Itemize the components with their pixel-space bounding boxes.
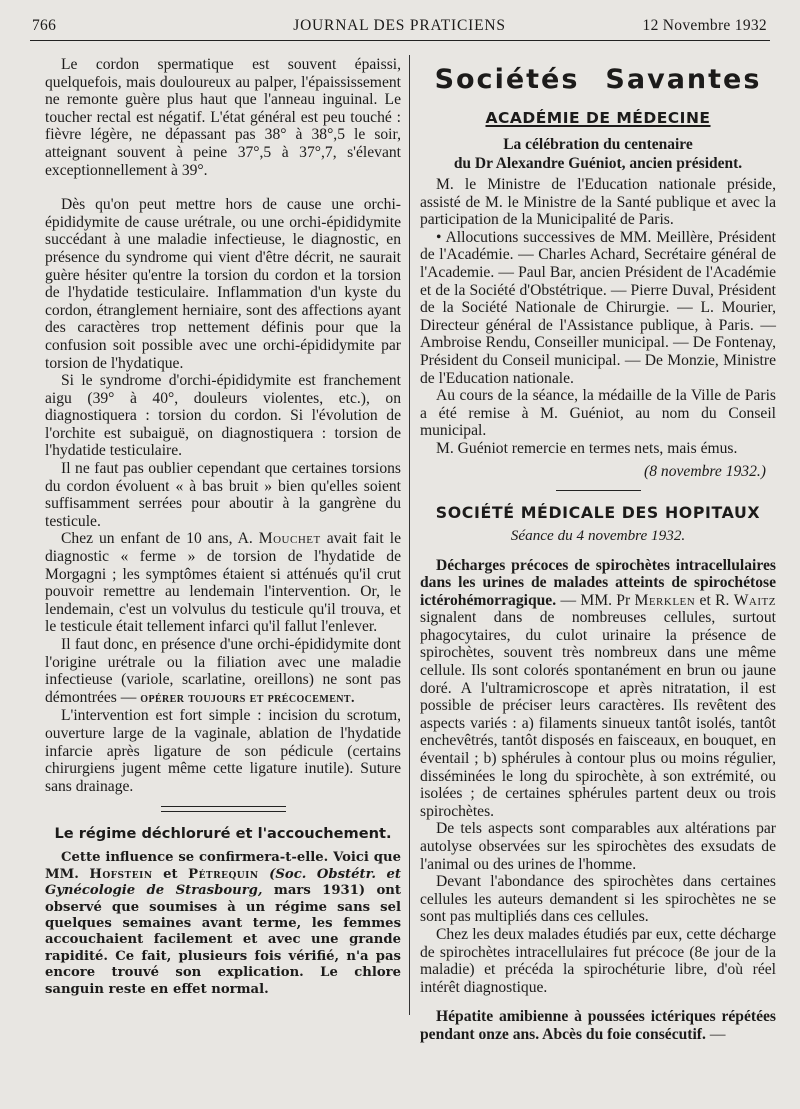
paragraph: Il ne faut pas oublier cependant que certaines torsions du cordon évoluent « à bas bruit » bien qu'elles soient suffisamment serrées pour aboutir à la gangrène du testicule. [45,460,401,530]
author-name: Merklen [634,591,696,609]
reference: (Soc. Obstétr. et Gynécologie de Strasbourg, [45,866,401,899]
article-date: (8 novembre 1932.) [644,462,766,480]
author-name: Mouchet [258,530,321,548]
paragraph [45,636,401,707]
paragraph: • Allocutions successives de MM. Meillère, Président de l'Académie. — Charles Achard, Secrétaire général de l'Academie. — Paul Bar, ancien Président de l'Académie et de la Société d'Obstétrique. — Pierre Duval, Président de la Société Nationale de Chirurgie. — L. Mourier, Directeur général de l'Assistance publique, à Paris. — Ambroise Rendu, Conseiller municipal. — De Fontenay, Président du Conseil municipal. — De Monzie, Ministre de l'Education nationale. [420,228,776,387]
article-lead: Décharges précoces de spirochètes intracellulaires dans les urines de malades atteints de spirochétose ictérohémorragique. [420,556,776,609]
emphasis: opérer toujours et précocement. [140,690,355,706]
text-run: avait fait le diagnostic « ferme » de torsion de l'hydatide de Morgagni ; les symptômes étaient si atténués qu'il crut pouvoir remettre au lendemain l'intervention. Or, le lendemain, c'est un volvulus du testicule qu'il trouva, et le testicule était tellement infarci qu'il fallut l'enlever. [45,530,401,636]
title-line: La célébration du centenaire [503,136,693,153]
text-run: — [709,1025,726,1043]
text-run: Chez un enfant de 10 ans, A. [61,530,253,548]
article-divider [556,490,641,491]
paragraph: De tels aspects sont comparables aux altérations par autolyse observées sur les spirochètes des exsudats de l'animal ou des urines de l'homme. [420,820,776,873]
text-run: signalent dans de nombreuses cellules, surtout phagocytaires, du culot urinaire la présence de spirochètes, souvent très nombreux dans une même cellule. Ils sont colorés spontanément en brun ou jaune doré. A l'ultramicroscope et après nitratation, il est possible de préciser leurs caractères. Ils revêtent des aspects variés : a) filaments sinueux tantôt isolés, tantôt enchevêtrés, tantôt disposés en faisceaux, en bouquet, en éventail ; b) sphérules à contour plus ou moins régulier, disséminées le long du spirochète, à son extrémité, ou isolées ; de certaines sphérules partent deux ou trois spirochètes. [420,609,776,820]
column-divider [409,55,410,1015]
title-line: du Dr Alexandre Guéniot, ancien président. [453,155,743,172]
paragraph [420,1008,776,1043]
text-run: et R. [699,591,730,609]
society-heading: SOCIÉTÉ MÉDICALE DES HOPITAUX [435,502,761,522]
paragraph: L'intervention est fort simple : incision du scrotum, ouverture large de la vaginale, ablation de l'hydatide infarcie après ligature de son pédicule (certains chirurgiens jugent même cette ligature inutile). Suture sans drainage. [45,707,401,795]
author-name: Waitz [733,591,776,609]
journal-title: JOURNAL DES PRATICIENS [293,17,506,34]
left-column [45,56,401,998]
paragraph: Dès qu'on peut mettre hors de cause une orchi-épididymite de cause urétrale, ou une orchi-épididymite succédant à une maladie infectieuse, le diagnostic, en présence du syndrome qui vient d'être décrit, ne saurait guère hésiter qu'entre la torsion du cordon et la torsion de l'hydatide testiculaire. Inflammation d'un kyste du cordon, étranglement herniaire, sont des affections ayant des caractères trop nettement définis pour que la confusion soit possible avec une orchi-épididymite par torsion de l'hydatique. [45,196,401,372]
paragraph: Le cordon spermatique est souvent épaissi, quelquefois, mais douloureux au palper, l'épaississement ne remonte guère plus haut que l'anneau inguinal. Le toucher rectal est négatif. L'état général est peu touché : fièvre légère, ne dépassant pas 38° à 38°,5 le soir, atteignant souvent à peine 37°,5 à 37°,7, s'élevant exceptionnellement à 39°. [45,56,401,179]
issue-date: 12 Novembre 1932 [642,17,767,34]
article-lead: Hépatite amibienne à poussées ictériques répétées pendant onze ans. Abcès du foie consécutif. [420,1008,776,1043]
header-rule [30,40,770,41]
session-date: Séance du 4 novembre 1932. [510,526,686,544]
paragraph: Chez les deux malades étudiés par eux, cette décharge de spirochètes intracellulaires fut précoce (8e jour de la maladie) et précéda la spirochéturie libre, d'où réel intérêt diagnostique. [420,925,776,996]
title-word: Sociétés [434,64,580,95]
paragraph: Devant l'abondance des spirochètes dans certaines cellules les auteurs demandent si les spirochètes ne se sont pas multipliés dans ces cellules. [420,873,776,926]
author-name: Pétrequin [188,866,259,882]
subheading: Le régime déchloruré et l'accouchement. [54,825,392,843]
title-word: Savantes [605,64,762,95]
paragraph: Si le syndrome d'orchi-épididymite est franchement aigu (39° à 40°, douleurs violentes, etc.), on diagnostiquera : torsion du cordon. Si l'évolution de l'orchite est subaiguë, on diagnostiquera : torsion de l'hydatide testiculaire. [45,372,401,460]
text-run: Il faut donc, en présence d'une orchi-épididymite dont l'origine urétrale ou la filiation avec une maladie infectieuse (variole, scarlatine, oreillons) ne sont pas démontrées — [45,636,401,706]
paragraph: M. le Ministre de l'Education nationale préside, assisté de M. le Ministre de la Santé publique et avec la participation de la Municipalité de Paris. [420,176,776,229]
paragraph [420,557,776,821]
academy-heading: ACADÉMIE DE MÉDECINE [485,109,711,127]
text-run: Cette influence se confirmera-t-elle. Voici que MM. [45,850,401,882]
paragraph: Au cours de la séance, la médaille de la Ville de Paris a été remise à M. Guéniot, au nom du Conseil municipal. [420,387,776,440]
paragraph [45,850,401,998]
section-title [420,64,776,95]
author-name: Hofstein [89,866,153,882]
page-number: 766 [32,17,57,34]
running-head [32,17,767,39]
paragraph: M. Guéniot remercie en termes nets, mais émus. [436,439,738,457]
short-note [45,850,401,998]
text-run: et [163,866,178,882]
text-run: — MM. Pr [560,591,631,609]
right-column [420,56,776,1044]
section-divider [161,806,286,812]
article-title [420,135,776,173]
text-run: mars 1931) ont observé que soumises à un régime sans sel quelques semaines avant terme, les femmes accouchaient facilement et avec une grande rapidité. Ce fait, plusieurs fois vérifié, n'a pas encore trouvé son explication. Le chlore sanguin reste en effet normal. [45,883,401,997]
paragraph [45,530,401,636]
